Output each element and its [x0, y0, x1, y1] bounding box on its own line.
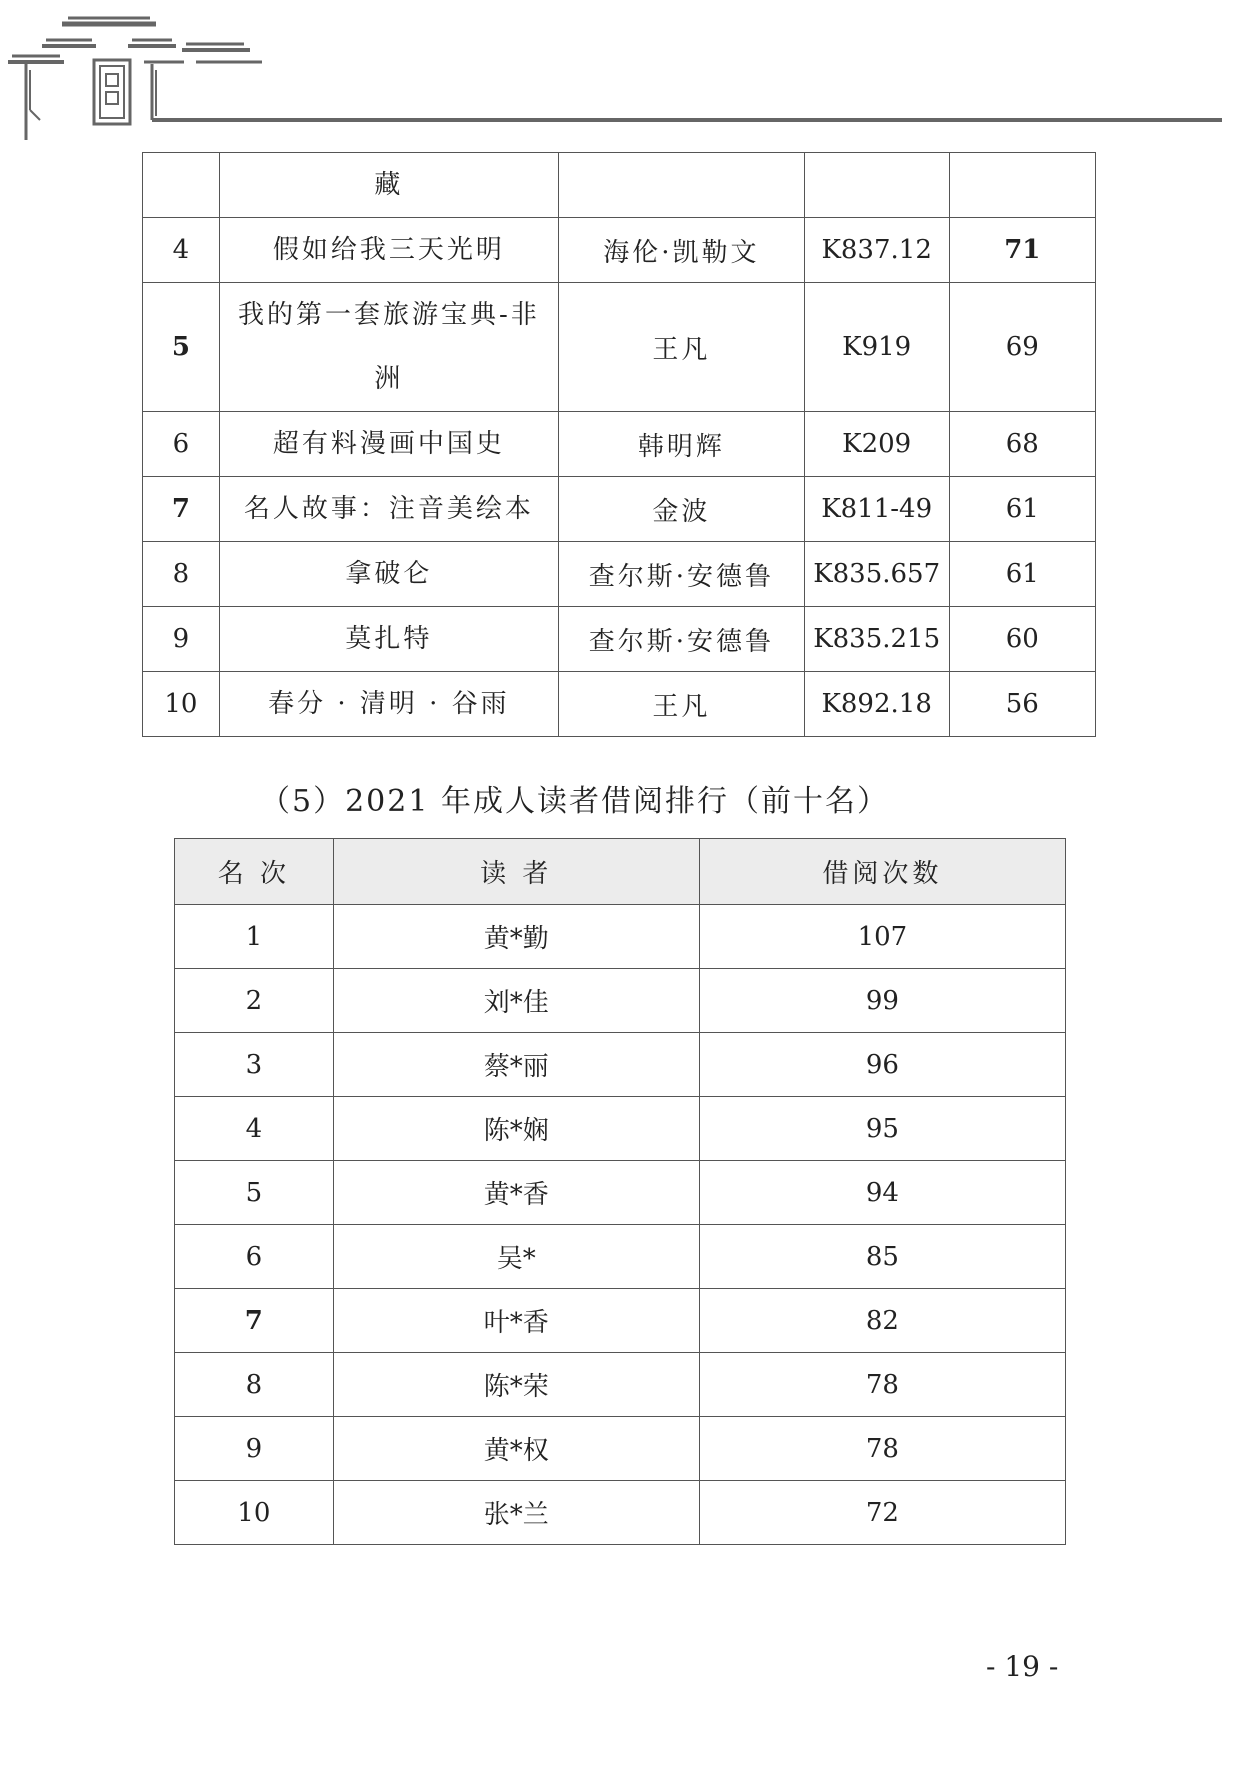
- borrow-count-cell: 107: [699, 905, 1065, 969]
- author-cell: 王凡: [559, 283, 805, 412]
- page-number: - 19 -: [986, 1650, 1059, 1683]
- borrow-count-cell: 99: [699, 969, 1065, 1033]
- section-caption: （5）2021 年成人读者借阅排行（前十名）: [260, 784, 889, 819]
- rank-cell: 6: [143, 412, 220, 477]
- borrow-count-cell: 78: [699, 1353, 1065, 1417]
- call-number-cell: K835.657: [804, 542, 949, 607]
- reader-cell: 陈*娴: [333, 1097, 699, 1161]
- borrow-count-header: 借阅次数: [699, 839, 1065, 905]
- book-ranking-body: [143, 153, 1096, 737]
- author-cell: 王凡: [559, 672, 805, 737]
- borrow-count-cell: 61: [949, 542, 1095, 607]
- borrow-count-cell: 72: [699, 1481, 1065, 1545]
- table-row: [175, 1097, 1066, 1161]
- title-cell: [219, 283, 558, 412]
- table-row: [175, 1161, 1066, 1225]
- table-row: [175, 1033, 1066, 1097]
- title-cell: 莫扎特: [219, 607, 558, 672]
- author-cell: [559, 153, 805, 218]
- reader-ranking-body: [175, 905, 1066, 1545]
- reader-cell: 陈*荣: [333, 1353, 699, 1417]
- title-cell: 名人故事：注音美绘本: [219, 477, 558, 542]
- rank-cell: 7: [143, 477, 220, 542]
- table-row: [175, 1289, 1066, 1353]
- title-cell: 拿破仑: [219, 542, 558, 607]
- table-row: [175, 1353, 1066, 1417]
- call-number-cell: K919: [804, 283, 949, 412]
- borrow-count-cell: 94: [699, 1161, 1065, 1225]
- rank-cell: 8: [143, 542, 220, 607]
- call-number-cell: K811-49: [804, 477, 949, 542]
- table-row: [175, 969, 1066, 1033]
- call-number-cell: K209: [804, 412, 949, 477]
- table-row: [143, 607, 1096, 672]
- title-line: 我的第一套旅游宝典-非: [237, 300, 540, 330]
- reader-cell: 黄*勤: [333, 905, 699, 969]
- call-number-cell: K835.215: [804, 607, 949, 672]
- title-cell: 超有料漫画中国史: [219, 412, 558, 477]
- rank-cell: 10: [175, 1481, 334, 1545]
- title-line: 洲: [374, 364, 404, 394]
- table-row: [143, 218, 1096, 283]
- rank-cell: 1: [175, 905, 334, 969]
- table-row: [175, 1225, 1066, 1289]
- table-row: [143, 477, 1096, 542]
- borrow-count-cell: 78: [699, 1417, 1065, 1481]
- table-row: [143, 153, 1096, 218]
- borrow-count-cell: 96: [699, 1033, 1065, 1097]
- reader-cell: 黄*香: [333, 1161, 699, 1225]
- borrow-count-cell: 71: [949, 218, 1095, 283]
- reader-cell: 黄*权: [333, 1417, 699, 1481]
- author-cell: 韩明辉: [559, 412, 805, 477]
- author-cell: 海伦·凯勒文: [559, 218, 805, 283]
- author-cell: 查尔斯·安德鲁: [559, 607, 805, 672]
- rank-cell: 4: [175, 1097, 334, 1161]
- table-row: [143, 412, 1096, 477]
- rank-cell: 4: [143, 218, 220, 283]
- borrow-count-cell: [949, 153, 1095, 218]
- rank-cell: [143, 153, 220, 218]
- author-cell: 查尔斯·安德鲁: [559, 542, 805, 607]
- table-row: [175, 1417, 1066, 1481]
- header-row: [175, 839, 1066, 905]
- title-cell: 春分 · 清明 · 谷雨: [219, 672, 558, 737]
- rank-cell: 3: [175, 1033, 334, 1097]
- table-row: [175, 905, 1066, 969]
- reader-cell: 刘*佳: [333, 969, 699, 1033]
- table-row: [175, 1481, 1066, 1545]
- table-row: [143, 672, 1096, 737]
- book-ranking-table: [142, 152, 1096, 737]
- borrow-count-cell: 60: [949, 607, 1095, 672]
- rank-header: 名 次: [175, 839, 334, 905]
- borrow-count-cell: 85: [699, 1225, 1065, 1289]
- call-number-cell: K837.12: [804, 218, 949, 283]
- rank-cell: 8: [175, 1353, 334, 1417]
- rank-cell: 5: [175, 1161, 334, 1225]
- title-cell: 藏: [219, 153, 558, 218]
- rank-cell: 7: [175, 1289, 334, 1353]
- borrow-count-cell: 56: [949, 672, 1095, 737]
- reader-cell: 吴*: [333, 1225, 699, 1289]
- borrow-count-cell: 68: [949, 412, 1095, 477]
- table-row: [143, 542, 1096, 607]
- borrow-count-cell: 82: [699, 1289, 1065, 1353]
- rank-cell: 5: [143, 283, 220, 412]
- borrow-count-cell: 95: [699, 1097, 1065, 1161]
- reader-cell: 叶*香: [333, 1289, 699, 1353]
- table-row: [143, 283, 1096, 412]
- reader-cell: 蔡*丽: [333, 1033, 699, 1097]
- reader-cell: 张*兰: [333, 1481, 699, 1545]
- reader-ranking-table: [174, 838, 1066, 1545]
- borrow-count-cell: 61: [949, 477, 1095, 542]
- borrow-count-cell: 69: [949, 283, 1095, 412]
- call-number-cell: [804, 153, 949, 218]
- reader-header: 读 者: [333, 839, 699, 905]
- header-eave-ornament: [0, 0, 1249, 150]
- call-number-cell: K892.18: [804, 672, 949, 737]
- rank-cell: 6: [175, 1225, 334, 1289]
- author-cell: 金波: [559, 477, 805, 542]
- rank-cell: 10: [143, 672, 220, 737]
- rank-cell: 9: [143, 607, 220, 672]
- rank-cell: 9: [175, 1417, 334, 1481]
- title-cell: 假如给我三天光明: [219, 218, 558, 283]
- reader-ranking-header: [175, 839, 1066, 905]
- rank-cell: 2: [175, 969, 334, 1033]
